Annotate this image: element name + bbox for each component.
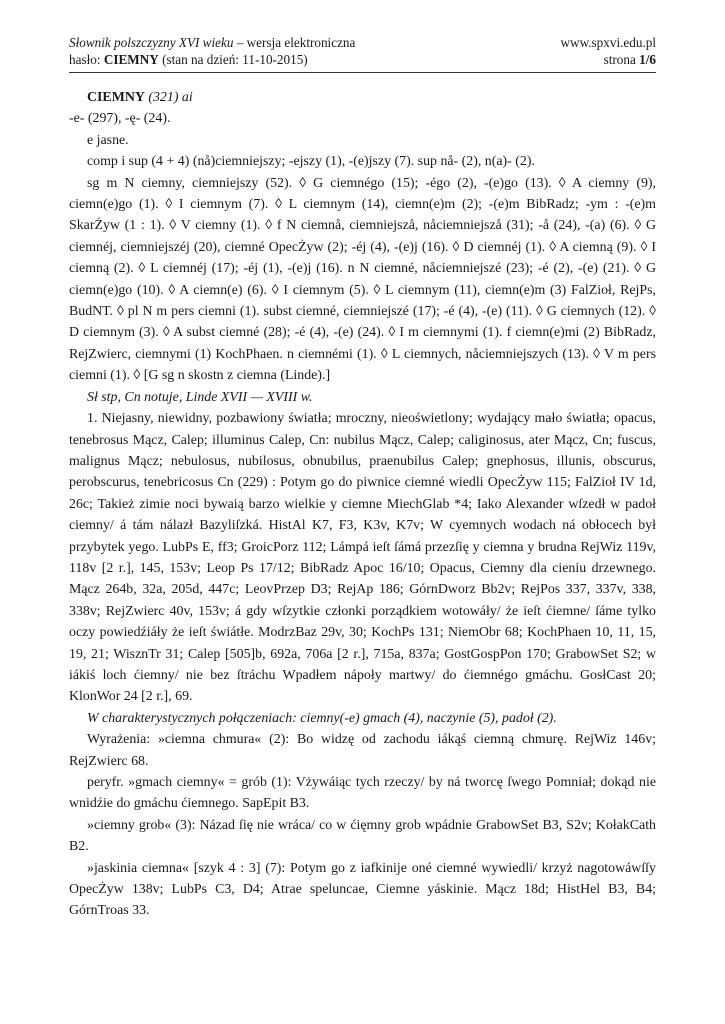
periphrasis-paragraph: peryfr. »gmach ciemny« = grób (1): Vżywáiąc tych rzeczy/ by ná tworcę ſwego Pomniał; dokąd nie wnidźie do gmáchu ćiemnego. SapEpit B3. bbox=[69, 775, 656, 812]
headword-rest: (321) ai bbox=[144, 90, 193, 105]
site-url[interactable]: www.spxvi.edu.pl bbox=[560, 35, 656, 50]
header-left-2 bbox=[69, 51, 308, 68]
grave-paragraph: »ciemny grob« (3): Názad ſię nie wráca/ co w ćięmny grob wpádnie GrabowSet B3, S2v; KołakCath B2. bbox=[69, 817, 656, 855]
expressions-paragraph: Wyrażenia: »ciemna chmura« (2): Bo widzę od zachodu iákąś ciemną chmurę. RejWiz 146v; RejZwierc 68. bbox=[69, 732, 656, 769]
forms-line: -e- (297), -ę- (24). bbox=[69, 111, 171, 127]
date-text: (stan na dzień: 11-10-2015) bbox=[162, 52, 308, 67]
sources-line: Sł stp, Cn notuje, Linde XVII — XVIII w. bbox=[87, 389, 313, 405]
sense-1-paragraph: 1. Niejasny, niewidny, pozbawiony światła; mroczny, nieoświetlony; wydający mało światła; opacus, tenebrosus Mącz, Calep; illuminus Calep, Cn: nubilus Mącz, Calep; caliginosus, ater Mącz, Cn; fuscus, malignus Mącz; nebulosus, nubilosus, obnubilus, praenubilus Calep; gnephosus, illunis, obscurus, perobscurus, tenebricosus Cn (229) : Potym go do piwnice ciemné wiedli OpecŻyw 115; FalZioł IV 1d, 26c; Takież zimie noci bywaią barzo wielkie y ciemne MiechGlab *4; Iako Alexander wſzedł w padoł ciemny/ á tám nálazł Bazyliſzká. HistAl K7, F3, K3v, K7v; W cyemnych wodach ná obłocech był przybytek yego. LubPs E, ff3; GroicPorz 112; Lámpá ieſt ſámá przezſię y ciemna y brudna RejWiz 119v, 118v [2 r.], 145, 153v; Leop Ps 17/12; BibRadz Apoc 16/10; Opacus, Ciemny dla cieniu drzewnego. Mącz 264b, 32a, 205d, 447c; LeovPrzep D3; RejAp 186; GórnDworz Bb2v; RejPos 337, 337v, 338, 338v; RejZwierc 40v, 153v; á gdy wſzytkie członki porządkiem wotowáły/ że ieſt ćiemne/ ſáme tylko oczy powiedźiáły że ieſt świátłe. ModrzBaz 29v, 30; KochPs 131; NiemObr 68; KochPhaen 10, 11, 15, 19, 21; WisznTr 31; Calep [505]b, 692a, 706a [2 r.], 715a, 837a; GostGospPon 170; GrabowSet S2; w iákiś loch ćiemny/ nie bez ſtráchu Wpadłem nápoły martwy/ do ćiemnégo gmáchu. GosłCast 20; KlonWor 24 [2 r.], 69. bbox=[69, 411, 656, 705]
comparison-line: comp i sup (4 + 4) (nå)ciemniejszy; -ejszy (1), -(e)jszy (7). sup nå- (2), n(a)- (2). bbox=[87, 154, 535, 170]
header-divider bbox=[69, 72, 656, 73]
headword: CIEMNY bbox=[87, 90, 145, 105]
version-text: – wersja elektroniczna bbox=[236, 35, 356, 50]
page-label: strona bbox=[603, 52, 636, 67]
header-left-1 bbox=[69, 34, 355, 51]
header-row-2 bbox=[69, 51, 656, 68]
cave-paragraph: »jaskinia ciemna« [szyk 4 : 3] (7): Potym go z iafkinije oné ciemné wywiedli/ krzyż nagotowáwſſy OpecŻyw 138v; LubPs C3, D4; Atrae speluncae, Ciemne yáskinie. Mącz 18d; HistHel B3, B4; GórnTroas 33. bbox=[69, 860, 656, 919]
entry-label: hasło: bbox=[69, 52, 101, 67]
e-line: e jasne. bbox=[87, 132, 129, 148]
entry-content bbox=[69, 87, 656, 922]
entry-word: CIEMNY bbox=[103, 52, 159, 67]
page-indicator bbox=[604, 51, 656, 68]
inflection-paragraph: sg m N ciemny, ciemniejszy (52). ◊ G ciemnégo (15); -égo (2), -(e)go (13). ◊ A ciemny (9), ciemn(e)go (1). ◊ I ciemnym (7). ◊ L ciemnym (14), ciemn(e)m (2); -(e)m BibRadz; -ym : -(e)m SkarŻyw (1 : 1). ◊ V ciemny (1). ◊ f N ciemnå, ciemniejszå, nåciemniejszå (31); -å (24), -(a) (6). ◊ G ciemnéj, ciemniejszéj (20), ciemné OpecŻyw (2); -éj (4), -(e)j (16). ◊ D ciemnéj (1). ◊ A ciemną (9). ◊ I ciemną (2). ◊ L ciemnéj (17); -éj (1), -(e)j (16). n N ciemné, nåciemniejszé (23); -é (2), -(e) (21). ◊ G ciemn(e)go (10). ◊ A ciemn(e) (6). ◊ I ciemnym (5). ◊ L ciemnym (11), ciemn(e)m (3) FalZioł, RejPs, BudNT. ◊ pl N m pers ciemni (1). subst ciemné, ciemniejszé (17); -é (4), -(e) (11). ◊ G ciemnych (12). ◊ D ciemnym (3). ◊ A subst ciemné (28); -é (4), -(e) (24). ◊ I m ciemnymi (1). f ciemn(e)mi (2) BibRadz, RejZwierc, ciemnymi (1) KochPhaen. n ciemnémi (1). ◊ L ciemnych, nåciemniejszych (13). ◊ V m pers ciemni (1). ◊ [G sg n skostn z ciemna (Linde).] bbox=[69, 175, 656, 384]
header-row-1 bbox=[69, 34, 656, 51]
page-number: 1/6 bbox=[639, 52, 656, 67]
page-header bbox=[69, 34, 656, 68]
headword-line bbox=[69, 87, 656, 108]
dictionary-title: Słownik polszczyzny XVI wieku bbox=[69, 35, 234, 50]
connections-line: W charakterystycznych połączeniach: ciemny(-e) gmach (4), naczynie (5), padoł (2). bbox=[87, 710, 557, 726]
